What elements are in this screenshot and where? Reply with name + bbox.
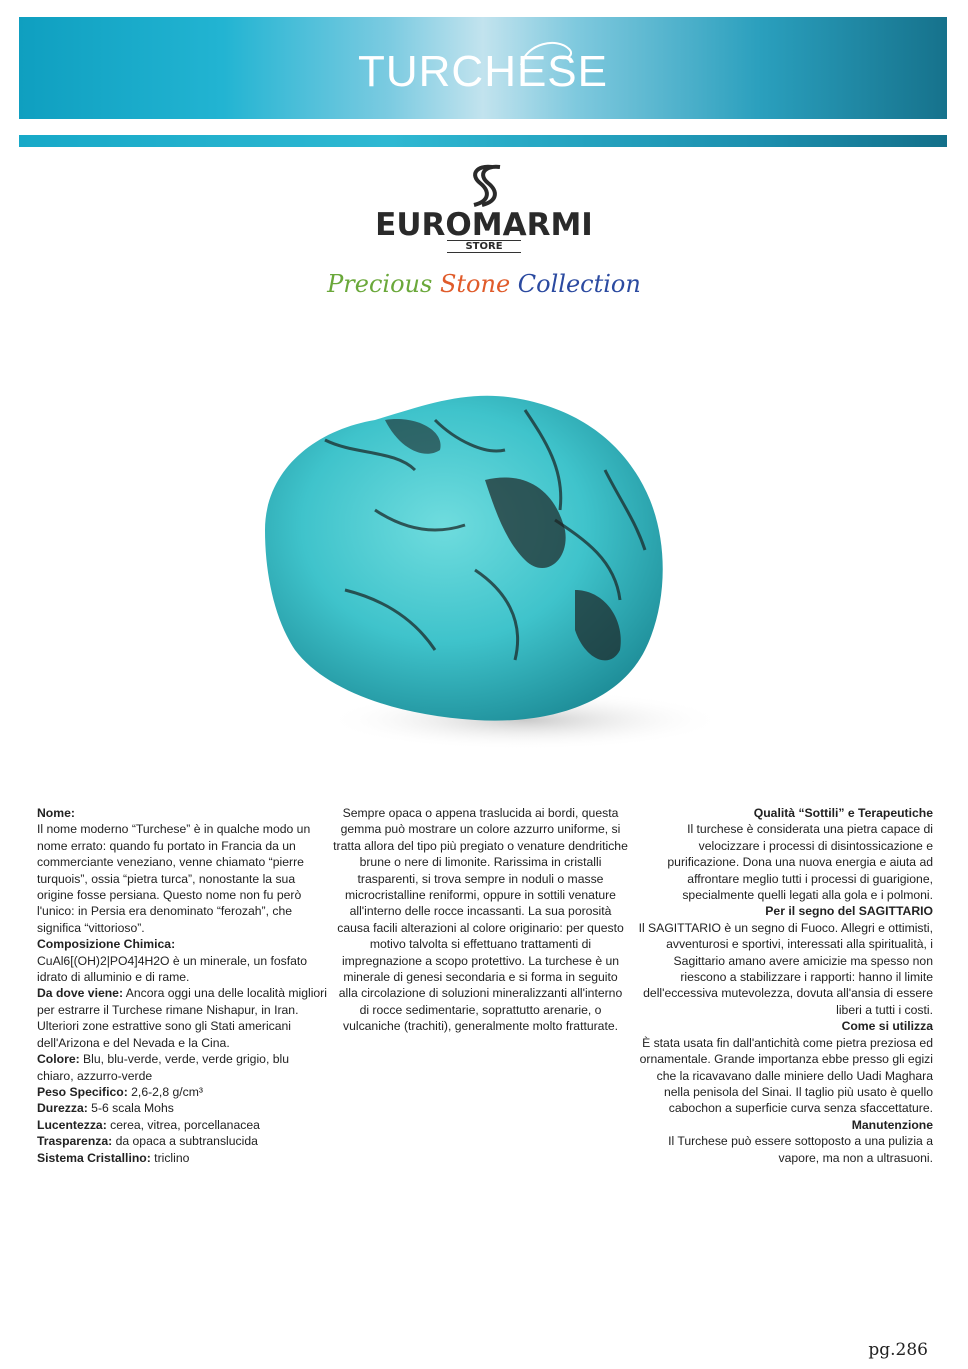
crystal-system-label: Sistema Cristallino: — [37, 1150, 151, 1165]
turquoise-stone-image — [225, 360, 745, 770]
header-stripe — [19, 135, 947, 147]
maintenance-label: Manutenzione — [851, 1117, 933, 1132]
usage-label: Come si utilizza — [841, 1019, 933, 1034]
properties-column — [636, 805, 933, 1166]
collection-word-precious: Precious — [327, 270, 433, 298]
density-label: Peso Specifico: — [37, 1084, 128, 1099]
nome-label: Nome: — [37, 806, 75, 820]
transparency-text: da opaca a subtranslucida — [112, 1134, 258, 1149]
transparency-label: Trasparenza: — [37, 1134, 113, 1149]
brand-store — [0, 240, 968, 253]
brand-store-label: STORE — [447, 240, 520, 253]
zodiac-label: Per il segno del SAGITTARIO — [765, 904, 933, 919]
zodiac-text: Il SAGITTARIO è un segno di Fuoco. Allegri e ottimisti, avventurosi e sportivi, interessati alla spiritualità, i Sagittario amano avere amicizie ma spesso non riescono a stabilizzare i rapporti: hanno il limite dell'eccessiva mutevolezza, dovuta all'ansia di essere liberi a tutti i costi. — [638, 920, 933, 1017]
color-text: Blu, blu-verde, verde, verde grigio, blu chiaro, azzurro-verde — [37, 1052, 289, 1083]
usage-text: È stata usata fin dall'antichità come pietra preziosa ed ornamentale. Grande importanza ebbe presso gli egizi che la ricavavano dalle miniere dello Uadi Maghara nella penisola del Sinai. Il taglio più usato è quello cabochon a superficie curva senza sfaccettature. — [639, 1035, 933, 1116]
euromarmi-logo-icon — [462, 163, 506, 209]
collection-word-stone: Stone — [439, 270, 511, 298]
luster-label: Lucentezza: — [37, 1117, 107, 1132]
qualities-label: Qualità “Sottili” e Terapeutiche — [753, 806, 933, 820]
swirl-ornament-icon — [517, 35, 577, 75]
nome-text: Il nome moderno “Turchese” è in qualche modo un nome errato: quando fu portato in Francia da un commerciante veneziano, venne chiamato “pierre turquois”, ossia “pietra turca”, nonostante la sua origine fosse persiana. Questo nome non fu però l'unico: in Persia era denominato “ferozah”, che significa “vittorioso”. — [37, 822, 311, 935]
page-title: TURCHESE — [357, 47, 609, 96]
luster-text: cerea, vitrea, porcellanacea — [106, 1117, 260, 1132]
origin-text: Ancora oggi una delle località migliori per estrarre il Turchese rimane Nishapur, in Iran. Ulteriori zone estrattive sono gli Stati americani dell'Arizona e del Nevada e la Cina. — [37, 986, 327, 1050]
collection-title — [0, 270, 968, 298]
density-text: 2,6-2,8 g/cm³ — [127, 1084, 203, 1099]
header-banner — [19, 17, 947, 119]
description-text: Sempre opaca o appena traslucida ai bordi, questa gemma può mostrare un colore azzurro uniforme, si tratta allora del tipo più pregiato o venature dendritiche brune o nere di limonite. Rarissima in cristalli trasparenti, si trova sempre in noduli o masse microcristalline reniformi, oppure in sottili venature all'interno delle rocce incassanti. La sua porosità causa facili alterazioni al colore originario: per questo motivo talvolta si effettuano trattamenti di impregnazione a scopo protettivo. La turchese è un minerale di genesi secondaria e si forma in seguito alla circolazione di soluzioni mineralizzanti all'interno di rocce sedimentarie, soprattutto arenarie, o vulcaniche (trachiti), generalmente molto fratturate. — [333, 806, 628, 1034]
maintenance-text: Il Turchese può essere sottoposto a una pulizia a vapore, ma non a ultrasuoni. — [668, 1134, 933, 1165]
color-label: Colore: — [37, 1052, 80, 1067]
hardness-text: 5-6 scala Mohs — [87, 1101, 174, 1116]
description-column — [333, 805, 628, 1035]
composition-text: CuAl6[(OH)2|PO4]4H2O è un minerale, un fosfato idrato di alluminio e di rame. — [37, 953, 308, 985]
page-number: pg.286 — [868, 1340, 928, 1360]
origin-label: Da dove viene: — [37, 986, 124, 1001]
brand-name: EUROMARMI — [375, 207, 593, 243]
hardness-label: Durezza: — [37, 1101, 88, 1116]
details-column — [37, 805, 327, 1166]
crystal-system-text: triclino — [150, 1150, 190, 1165]
qualities-text: Il turchese è considerata una pietra capace di velocizzare i processi di disintossicazione e purificazione. Dona una nuova energia e aiuta ad affrontare meglio tutti i processi di guarigione, specialmente quelli legati alla gola e i polmoni. — [667, 822, 933, 903]
composition-label: Composizione Chimica: — [37, 937, 176, 952]
collection-word-collection: Collection — [517, 270, 641, 298]
